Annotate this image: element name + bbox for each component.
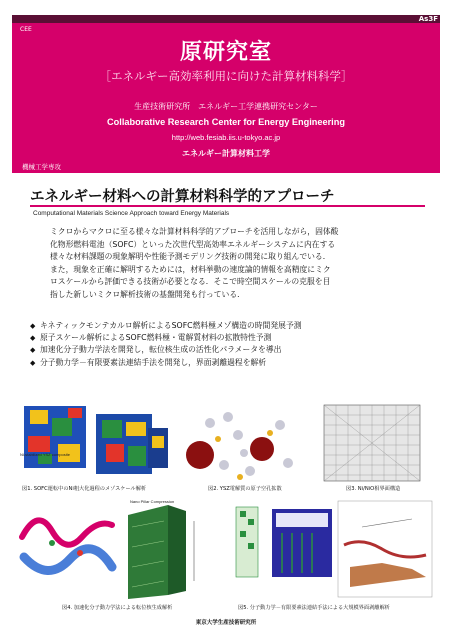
- lab-field: エネルギー計算材料工学: [182, 149, 270, 158]
- figure-1-mesostructure: [16, 400, 176, 482]
- lab-subtitle: ［エネルギー高効率利用に向けた計算材料科学］: [99, 69, 353, 83]
- section-divider: [30, 205, 425, 207]
- figure-5-md-fem: [232, 497, 436, 603]
- lab-title: 原研究室: [179, 40, 272, 65]
- organization-english: Collaborative Research Center for Energy Engineering: [107, 117, 345, 127]
- institution-footer: 東京大学生産技術研究所: [195, 620, 257, 626]
- top-bar: [12, 15, 440, 23]
- paragraph-line: 様々な材料課題の現象解明や性能予測モデリング技術の開発に取り組んでいる．: [50, 252, 331, 262]
- lab-url[interactable]: http://web.fesiab.iis.u-tokyo.ac.jp: [171, 133, 281, 142]
- figure-4-accelerated-md: [18, 497, 228, 603]
- section-title: エネルギー材料への計算材料科学的アプローチ: [30, 189, 335, 205]
- paragraph-line: 化物形燃料電池（SOFC）といった次世代型高効率エネルギーシステムに内在する: [50, 239, 336, 249]
- figure-1-label: Ni-stabilized YSZ composite: [20, 452, 70, 457]
- header-band: [12, 23, 440, 173]
- paragraph-line: また，現象を正確に解明するためには，材料挙動の速度論的情報を高精度にミク: [50, 264, 331, 274]
- list-item: [30, 320, 430, 332]
- figure-3-interface: [304, 403, 434, 483]
- list-item-text: 原子スケール解析によるSOFC燃料極・電解質材料の拡散特性予測: [40, 333, 272, 343]
- figure-2-ysz-structure: [180, 405, 302, 483]
- diamond-icon: ◆: [30, 346, 36, 355]
- list-item: [30, 344, 430, 356]
- section-subtitle-english: Computational Materials Science Approach toward Energy Materials: [33, 210, 230, 217]
- paragraph-line: ロスケールから評価できる技術が必要となる．そこで時空間スケールの克服を目: [50, 277, 331, 287]
- list-item-text: 分子動力学－有限要素法連結手法を開発し，界面剥離過程を解析: [40, 357, 267, 367]
- figure-4-caption: 図4. 加速化分子動力学法による転位核生成解析: [62, 605, 173, 611]
- cee-mark: CEE: [20, 26, 32, 33]
- figure-3-caption: 図3. Ni/NiO相界面構造: [346, 486, 401, 492]
- list-item-text: 加速化分子動力学法を開発し，転位核生成の活性化パラメータを導出: [40, 345, 282, 355]
- figure-2-caption: 図2. YSZ電解質の原子空孔拡散: [208, 486, 282, 492]
- intro-paragraph: [50, 226, 428, 302]
- figure-1-caption: 図1. SOFC運転中のNi粗大化過程のメゾスケール解析: [22, 486, 147, 492]
- research-topics-list: [30, 320, 430, 369]
- diamond-icon: ◆: [30, 322, 36, 330]
- list-item-text: キネティックモンテカルロ解析によるSOFC燃料極メゾ構造の時間発展予測: [40, 321, 302, 330]
- paragraph-line: 指した新しいミクロ解析技術の基盤開発も行っている．: [50, 289, 245, 299]
- list-item: [30, 332, 430, 344]
- poster-code: As3F: [418, 15, 438, 23]
- diamond-icon: ◆: [30, 334, 36, 343]
- paragraph-line: ミクロからマクロに至る様々な計算材料科学的アプローチを活用しながら，固体酸: [50, 227, 339, 236]
- organization-japanese: 生産技術研究所 エネルギー工学連携研究センター: [134, 102, 318, 111]
- figure-5-caption: 図5. 分子動力学－有限要素法連結手法による大規模界面剥離解析: [238, 605, 390, 611]
- figure-4-label: Nano Pillar Compression: [130, 499, 175, 504]
- list-item: [30, 357, 430, 369]
- diamond-icon: ◆: [30, 358, 36, 367]
- department: 機械工学専攻: [22, 163, 61, 171]
